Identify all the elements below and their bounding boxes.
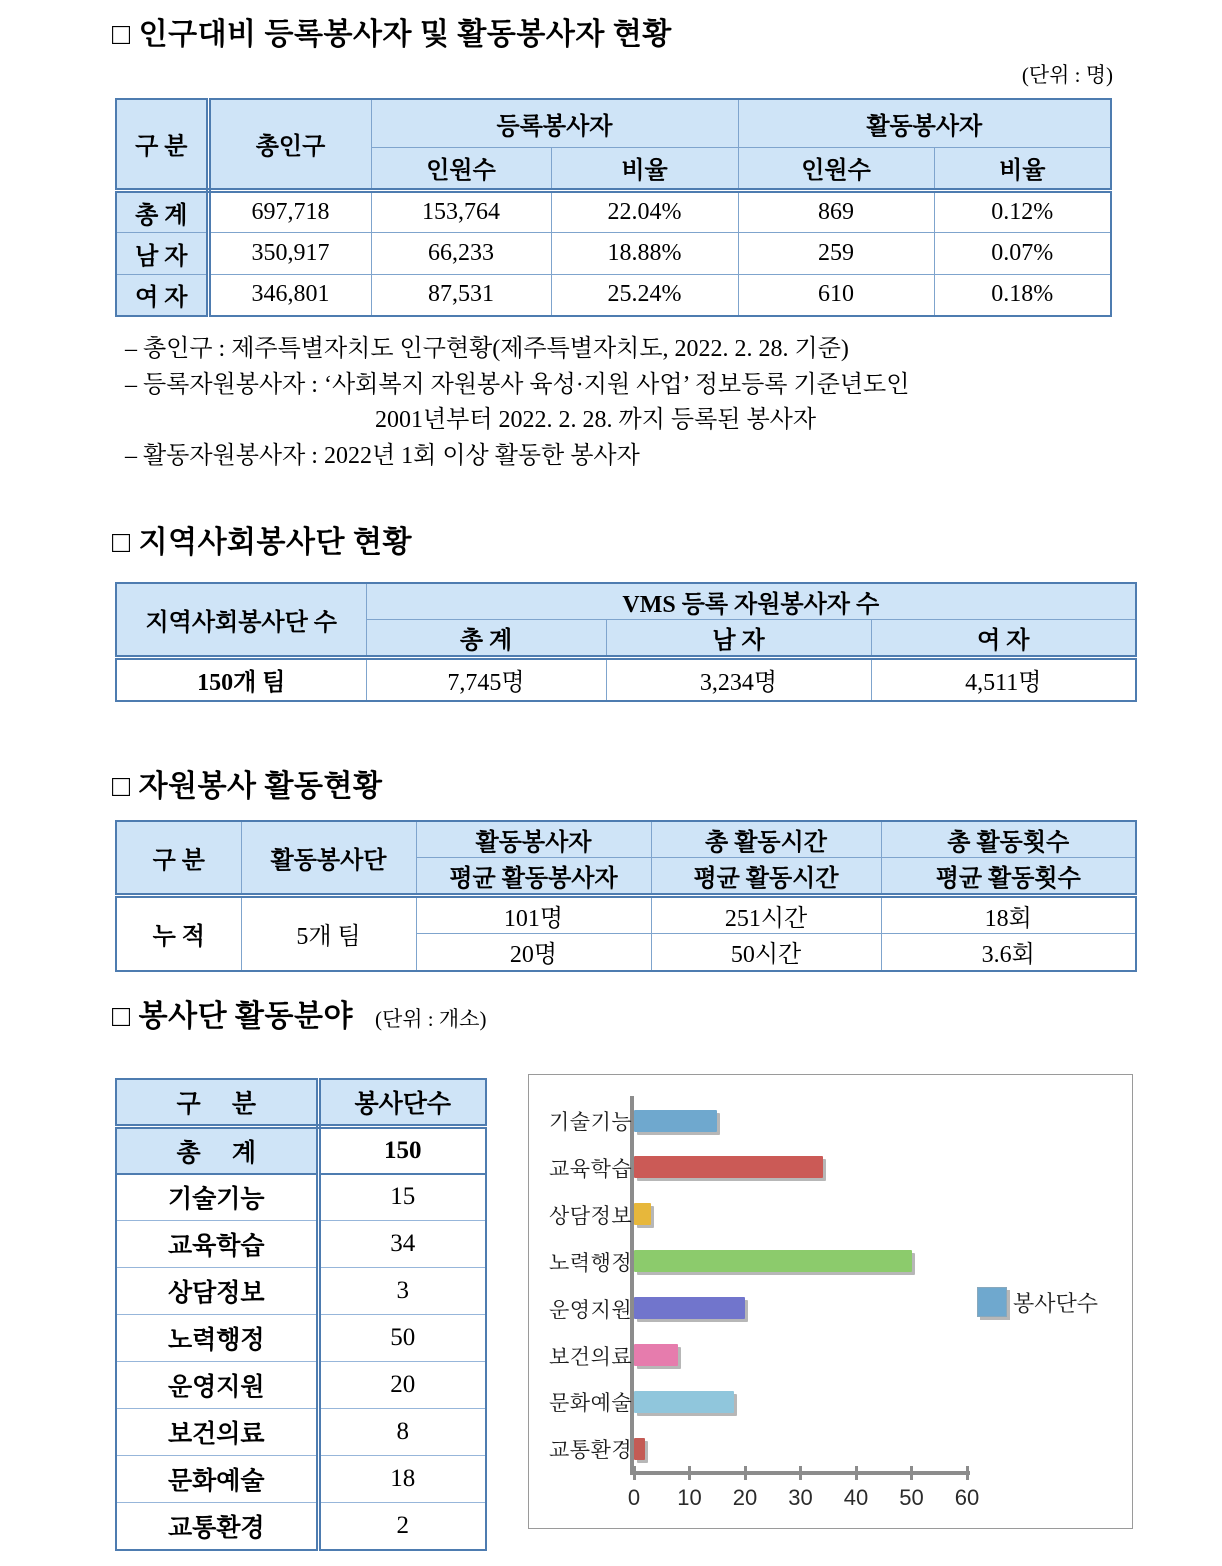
population-volunteer-table: [115, 98, 1112, 317]
chart-row: [529, 1238, 1132, 1285]
header-active-volunteers: 활동봉사자: [416, 821, 651, 858]
table-cell: 20: [318, 1362, 486, 1409]
table-cell: 50: [318, 1315, 486, 1362]
x-axis-tick-label: 20: [732, 1484, 758, 1510]
sub-header-rate: 비율: [934, 147, 1111, 190]
row-label: 여 자: [116, 274, 208, 316]
table-row-total: [116, 1127, 486, 1174]
community-volunteer-group-table: [115, 582, 1137, 702]
chart-bar: [634, 1391, 734, 1413]
chart-category-label: 교통환경: [549, 1439, 633, 1463]
x-axis-tick-label: 50: [899, 1484, 924, 1510]
chart-bar: [634, 1156, 823, 1178]
table-row: [116, 1174, 486, 1221]
table-row: [116, 1456, 486, 1503]
chart-bar: [634, 1250, 912, 1272]
chart-bar: [634, 1438, 645, 1460]
table-cell: 25.24%: [551, 274, 738, 316]
activity-field-table: [115, 1078, 487, 1551]
table-cell: 8: [318, 1409, 486, 1456]
table-cell: 259: [738, 232, 934, 274]
chart-row: [529, 1332, 1132, 1379]
table-row-female: [116, 274, 1111, 316]
row-label: 문화예술: [116, 1456, 318, 1503]
section4-title: [112, 998, 1222, 1038]
chart-category-label: 상담정보: [549, 1204, 633, 1228]
table-cell: 101명: [416, 896, 651, 934]
legend-color-swatch: [977, 1287, 1007, 1317]
x-axis-tick: [744, 1466, 747, 1480]
chart-row: [529, 1191, 1132, 1238]
section1-unit-label: (단위 : 명): [1021, 63, 1113, 87]
x-axis-tick-label: 10: [677, 1484, 702, 1510]
chart-row: [529, 1144, 1132, 1191]
table-cell: 20명: [416, 934, 651, 971]
group-header-active-volunteers: 활동봉사자: [738, 99, 1111, 147]
group-header-vms: VMS 등록 자원봉사자 수: [366, 583, 1136, 620]
section2-title: □ 지역사회봉사단 현황: [112, 526, 412, 559]
header-gubun: 구 분: [116, 821, 241, 896]
chart-bar: [634, 1110, 717, 1132]
chart-category-label: 기술기능: [549, 1111, 633, 1134]
table-row-total: [116, 190, 1111, 232]
chart-row: [529, 1426, 1132, 1473]
x-axis-tick: [966, 1466, 969, 1480]
x-axis-tick: [633, 1466, 636, 1480]
section4-unit-label: (단위 : 개소): [374, 1006, 487, 1031]
sub-header-avg-volunteers: 평균 활동봉사자: [416, 858, 651, 896]
x-axis-tick: [910, 1466, 913, 1480]
section1-title: □ 인구대비 등록봉사자 및 활동봉사자 현황: [112, 18, 672, 51]
group-header-registered-volunteers: 등록봉사자: [371, 99, 738, 147]
table-cell: 0.12%: [934, 190, 1111, 232]
legend-label: 봉사단수: [1013, 1290, 1099, 1316]
table-row: [116, 1503, 486, 1550]
header-total-hours: 총 활동시간: [651, 821, 881, 858]
section3-title: □ 자원봉사 활동현황: [112, 769, 383, 803]
chart-category-label: 보건의료: [549, 1345, 633, 1369]
chart-category-label: 문화예술: [549, 1392, 633, 1416]
footnote-line: 2001년부터 2022. 2. 28. 까지 등록된 봉사자: [375, 407, 817, 433]
row-label: 노력행정: [116, 1315, 318, 1362]
table-row: [116, 1268, 486, 1315]
header-gubun: 구 분: [116, 99, 208, 190]
table-cell: 0.18%: [934, 274, 1111, 316]
footnote-line: – 등록자원봉사자 : ‘사회복지 자원봉사 육성·지원 사업’ 정보등록 기준년도인: [125, 371, 910, 398]
sub-header-female: 여 자: [871, 620, 1136, 658]
x-axis-tick-label: 30: [788, 1484, 813, 1510]
table-row: [116, 1362, 486, 1409]
table-row: [116, 896, 1136, 934]
chart-row: [529, 1098, 1132, 1145]
sub-header-avg-times: 평균 활동횟수: [881, 858, 1136, 896]
header-group-count: 봉사단수: [318, 1079, 486, 1127]
table-row: [116, 1315, 486, 1362]
sub-header-count: 인원수: [371, 147, 551, 190]
table-cell: 66,233: [371, 232, 551, 274]
x-axis-tick: [688, 1466, 691, 1480]
chart-bar: [634, 1203, 651, 1225]
row-label: 남 자: [116, 232, 208, 274]
chart-bar: [634, 1297, 745, 1319]
table-cell: 3.6회: [881, 934, 1136, 971]
row-label: 상담정보: [116, 1268, 318, 1315]
table-row: [116, 1409, 486, 1456]
volunteer-activity-table: [115, 820, 1137, 972]
x-axis-tick: [855, 1466, 858, 1480]
table-cell: 0.07%: [934, 232, 1111, 274]
table-row-male: [116, 232, 1111, 274]
sub-header-count: 인원수: [738, 147, 934, 190]
x-axis-tick-label: 40: [843, 1484, 869, 1510]
table-cell: 869: [738, 190, 934, 232]
table-cell: 150: [318, 1127, 486, 1174]
table-cell: 153,764: [371, 190, 551, 232]
section4-title-text: □ 봉사단 활동분야: [112, 999, 353, 1033]
table-row: [116, 658, 1136, 701]
chart-category-label: 교육학습: [549, 1157, 633, 1181]
table-cell: 15: [318, 1174, 486, 1221]
table-cell: 18회: [881, 896, 1136, 934]
chart-category-label: 운영지원: [549, 1298, 633, 1322]
chart-bar: [634, 1344, 678, 1366]
table-cell: 18.88%: [551, 232, 738, 274]
row-label: 누 적: [116, 896, 241, 971]
table-row: [116, 1221, 486, 1268]
table-cell: 2: [318, 1503, 486, 1550]
footnotes: [125, 332, 1222, 474]
sub-header-rate: 비율: [551, 147, 738, 190]
footnote-line: – 총인구 : 제주특별자치도 인구현황(제주특별자치도, 2022. 2. 28. 기준): [125, 336, 849, 362]
sub-header-total: 총 계: [366, 620, 606, 658]
row-label: 150개 팀: [116, 658, 366, 701]
table-cell: 18: [318, 1456, 486, 1503]
table-cell: 350,917: [208, 232, 371, 274]
chart-legend: [977, 1287, 1098, 1318]
x-axis-tick-label: 60: [954, 1484, 980, 1510]
table-cell: 3,234명: [606, 658, 871, 701]
header-total-times: 총 활동횟수: [881, 821, 1136, 858]
sub-header-male: 남 자: [606, 620, 871, 658]
sub-header-avg-hours: 평균 활동시간: [651, 858, 881, 896]
header-gubun: 구 분: [116, 1079, 318, 1127]
row-label: 운영지원: [116, 1362, 318, 1409]
table-cell: 697,718: [208, 190, 371, 232]
table-cell: 50시간: [651, 934, 881, 971]
header-group-count: 지역사회봉사단 수: [116, 583, 366, 658]
chart-row: [529, 1379, 1132, 1426]
table-cell: 4,511명: [871, 658, 1136, 701]
volunteer-field-bar-chart: [528, 1074, 1133, 1529]
row-label: 총 계: [116, 190, 208, 232]
table-cell: 610: [738, 274, 934, 316]
chart-category-label: 노력행정: [549, 1251, 633, 1275]
row-label: 교통환경: [116, 1503, 318, 1550]
table-cell: 3: [318, 1268, 486, 1315]
table-cell: 5개 팀: [241, 896, 416, 971]
header-total-population: 총인구: [208, 99, 371, 190]
table-cell: 7,745명: [366, 658, 606, 701]
row-label: 보건의료: [116, 1409, 318, 1456]
row-label: 교육학습: [116, 1221, 318, 1268]
table-cell: 251시간: [651, 896, 881, 934]
row-label: 총 계: [116, 1127, 318, 1174]
bottom-section: [0, 1038, 1222, 1566]
table-cell: 87,531: [371, 274, 551, 316]
table-cell: 22.04%: [551, 190, 738, 232]
header-active-teams: 활동봉사단: [241, 821, 416, 896]
footnote-line: – 활동자원봉사자 : 2022년 1회 이상 활동한 봉사자: [125, 442, 640, 469]
x-axis-tick-label: 0: [627, 1484, 641, 1510]
table-cell: 346,801: [208, 274, 371, 316]
row-label: 기술기능: [116, 1174, 318, 1221]
table-cell: 34: [318, 1221, 486, 1268]
x-axis-tick: [799, 1466, 802, 1480]
